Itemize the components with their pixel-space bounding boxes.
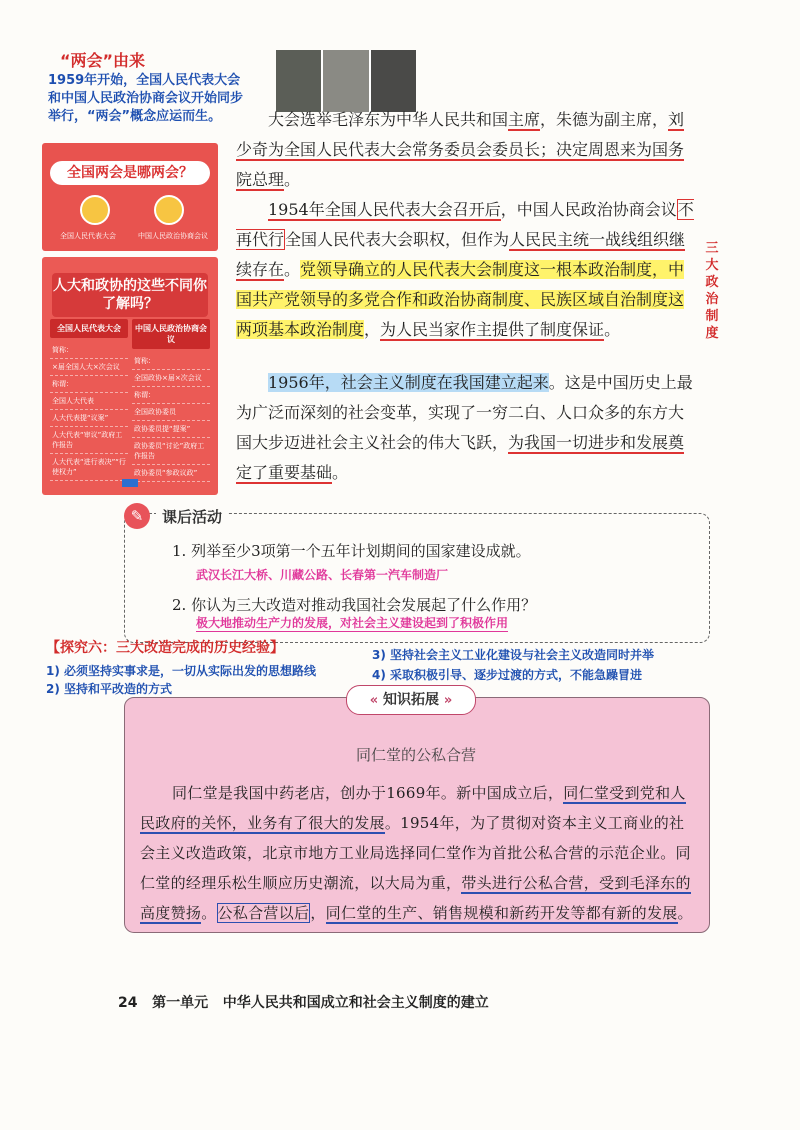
poster-row: 政协委员“参政议政”	[132, 465, 210, 482]
poster-row: 政协委员提“提案”	[132, 421, 210, 438]
poster-row: 简称：	[132, 353, 210, 370]
poster-label-cppcc: 中国人民政治协商会议	[138, 232, 208, 240]
paragraph-political-system	[236, 195, 694, 345]
underlined-text: 刘少奇为全国人民代表大会常务委员会委员长；	[236, 110, 685, 159]
sidebar-note-title: “两会”由来	[60, 51, 146, 70]
activity-answer-2: 极大地推动生产力的发展，对社会主义建设起到了积极作用	[196, 616, 509, 630]
underlined-text: 同仁堂受到党和人民政府的关怀，业务有了很大的发展	[140, 784, 686, 832]
knowledge-subtitle: 同仁堂的公私合营	[355, 746, 476, 764]
text-run: 。1954年，为了贯彻对资本主义工商业的社会主义改造政策，北京市地方工业局选择同仁堂作为首批公私合营的示范企业。同仁堂的经理乐松生顺应历史潮流，以大局为重，	[140, 814, 691, 892]
underlined-text: 发展奠定了重要基础	[236, 433, 685, 482]
underlined-text: 带头进行公私合营，受到毛泽东的高度赞扬	[140, 874, 691, 922]
npc-emblem-icon	[80, 195, 110, 225]
underlined-text: 人民民主统一战	[509, 230, 622, 249]
poster-right-column	[132, 319, 210, 482]
poster-row: 全国政协×届×次会议	[132, 370, 210, 387]
underlined-text: 为人民当家作主提供了制	[380, 320, 557, 339]
leaders-photo	[276, 50, 416, 112]
activity-title: 课后活动	[156, 506, 228, 527]
sidebar-note-body: 1959年开始，全国人民代表大会和中国人民政治协商会议开始同步举行，“两会”概念应运而生。	[48, 73, 244, 124]
text-run: 同仁堂是我国中药老店，创办于1669年。新中国成立后，	[172, 784, 564, 802]
poster-label-npc: 全国人民代表大会	[60, 232, 116, 240]
explore-item: 4) 采取积极引导、逐步过渡的方式，不能急躁冒进	[372, 668, 643, 682]
knowledge-badge	[346, 685, 476, 715]
paragraph-election	[236, 105, 694, 195]
poster-row: 政协委员“讨论”政府工作报告	[132, 438, 210, 465]
explore-item: 2) 坚持和平改造的方式	[46, 682, 173, 696]
explore-item: 3) 坚持社会主义工业化建设与社会主义改造同时并举	[372, 648, 655, 662]
portrait-image	[276, 50, 323, 112]
poster-row: 称谓：	[50, 376, 128, 393]
explore-item: 1) 必须坚持实事求是，一切从实际出发的思想路线	[46, 664, 317, 678]
text-run: 。这是中国历史上	[548, 373, 677, 392]
page-footer: 24 第一单元 中华人民共和国成立和社会主义制度的建立	[118, 995, 489, 1011]
text-run: 大会选举毛泽东为中华人民共和国	[268, 110, 509, 129]
text-run: 全国人民代表大会职权，但作为	[285, 230, 510, 249]
poster-row: 人大代表“审议”政府工作报告	[50, 427, 128, 454]
publisher-logo-icon	[122, 479, 138, 487]
poster-row: ×届全国人大×次会议	[50, 359, 128, 376]
boxed-text: 公私合营以后	[217, 904, 310, 922]
text-run: 。	[284, 260, 301, 279]
text-run: ，	[364, 320, 381, 339]
activity-question-2: 2. 你认为三大改造对推动我国社会发展起了什么作用？	[172, 596, 537, 614]
underlined-text: 度保证	[556, 320, 605, 339]
text-run: ，朱德为副主席，	[540, 110, 669, 129]
poster-title: 全国两会是哪两会？	[50, 161, 210, 185]
highlighted-text: 区域自治制度这两项基本政治制度	[236, 290, 685, 339]
underlined-text: 同仁堂的生产、销售规模和新药开发等都有新的发展	[325, 904, 678, 922]
activity-answer-1: 武汉长江大桥、川藏公路、长春第一汽车制造厂	[196, 568, 449, 582]
text-run: 。	[604, 320, 621, 339]
cppcc-emblem-icon	[154, 195, 184, 225]
poster-title: 人大和政协的这些不同你了解吗？	[52, 273, 208, 317]
column-head: 中国人民政治协商会议	[132, 319, 210, 349]
text-run: ，中国人民政治协商会	[500, 200, 661, 219]
text-run: 。	[332, 463, 349, 482]
poster-row: 全国人大代表	[50, 393, 128, 410]
underlined-text: 线组织继续存在	[236, 230, 686, 279]
underlined-text: 决定周恩来为	[556, 140, 653, 159]
text-run: ，	[310, 904, 326, 922]
poster-row: 简称：	[50, 342, 128, 359]
poster-row: 人大代表“进行表决”“行使权力”	[50, 454, 128, 481]
text-run: 。	[284, 170, 301, 189]
poster-row: 全国政协委员	[132, 404, 210, 421]
poster-row: 人大代表提“议案”	[50, 410, 128, 427]
npc-cppcc-difference-poster	[42, 257, 218, 495]
activity-question-1: 1. 列举至少3项第一个五年计划期间的国家建设成就。	[172, 542, 531, 560]
double-chevron-right-icon: »	[443, 693, 453, 708]
text-run: 议	[660, 200, 677, 219]
highlighted-text: 党领导确立的人民代表大会制度这一根本	[300, 260, 589, 279]
knowledge-badge-label: 知识拓展	[383, 692, 439, 708]
highlighted-text: 1956年，社会主义制度在我国建立起来	[268, 373, 549, 392]
underlined-text: 主席	[508, 110, 541, 129]
portrait-image	[323, 50, 370, 112]
underlined-text: 1954年全国人民代表大会召开后	[268, 200, 501, 219]
underlined-text: 为我国一切进步和	[508, 433, 637, 452]
double-chevron-left-icon: «	[369, 693, 379, 708]
side-note-three-systems: 三大政治制度	[705, 241, 719, 341]
portrait-image	[371, 50, 416, 112]
boxed-text: 不再代行	[236, 200, 694, 249]
text-run: 最为广泛而深刻的社会变革，实现了一穷二白、人口众多的东	[236, 373, 693, 422]
paragraph-socialism-established	[236, 368, 694, 488]
text-run: 方大国大步迈进社会主义社会的伟大飞跃，	[236, 403, 685, 452]
two-sessions-poster	[42, 143, 218, 251]
underlined-text: 国务院总理	[236, 140, 685, 189]
pencil-icon: ✎	[124, 503, 150, 529]
knowledge-text	[140, 778, 696, 928]
text-run: 。	[677, 904, 693, 922]
column-head: 全国人民代表大会	[50, 319, 128, 338]
text-run: 。	[201, 904, 217, 922]
poster-left-column	[50, 319, 128, 481]
explore-title: 【探究六：三大改造完成的历史经验】	[46, 640, 284, 656]
poster-row: 称谓：	[132, 387, 210, 404]
highlighted-text: 政治制度，中国共产党领导的多党合作和政治协商制度、民族	[236, 260, 685, 309]
